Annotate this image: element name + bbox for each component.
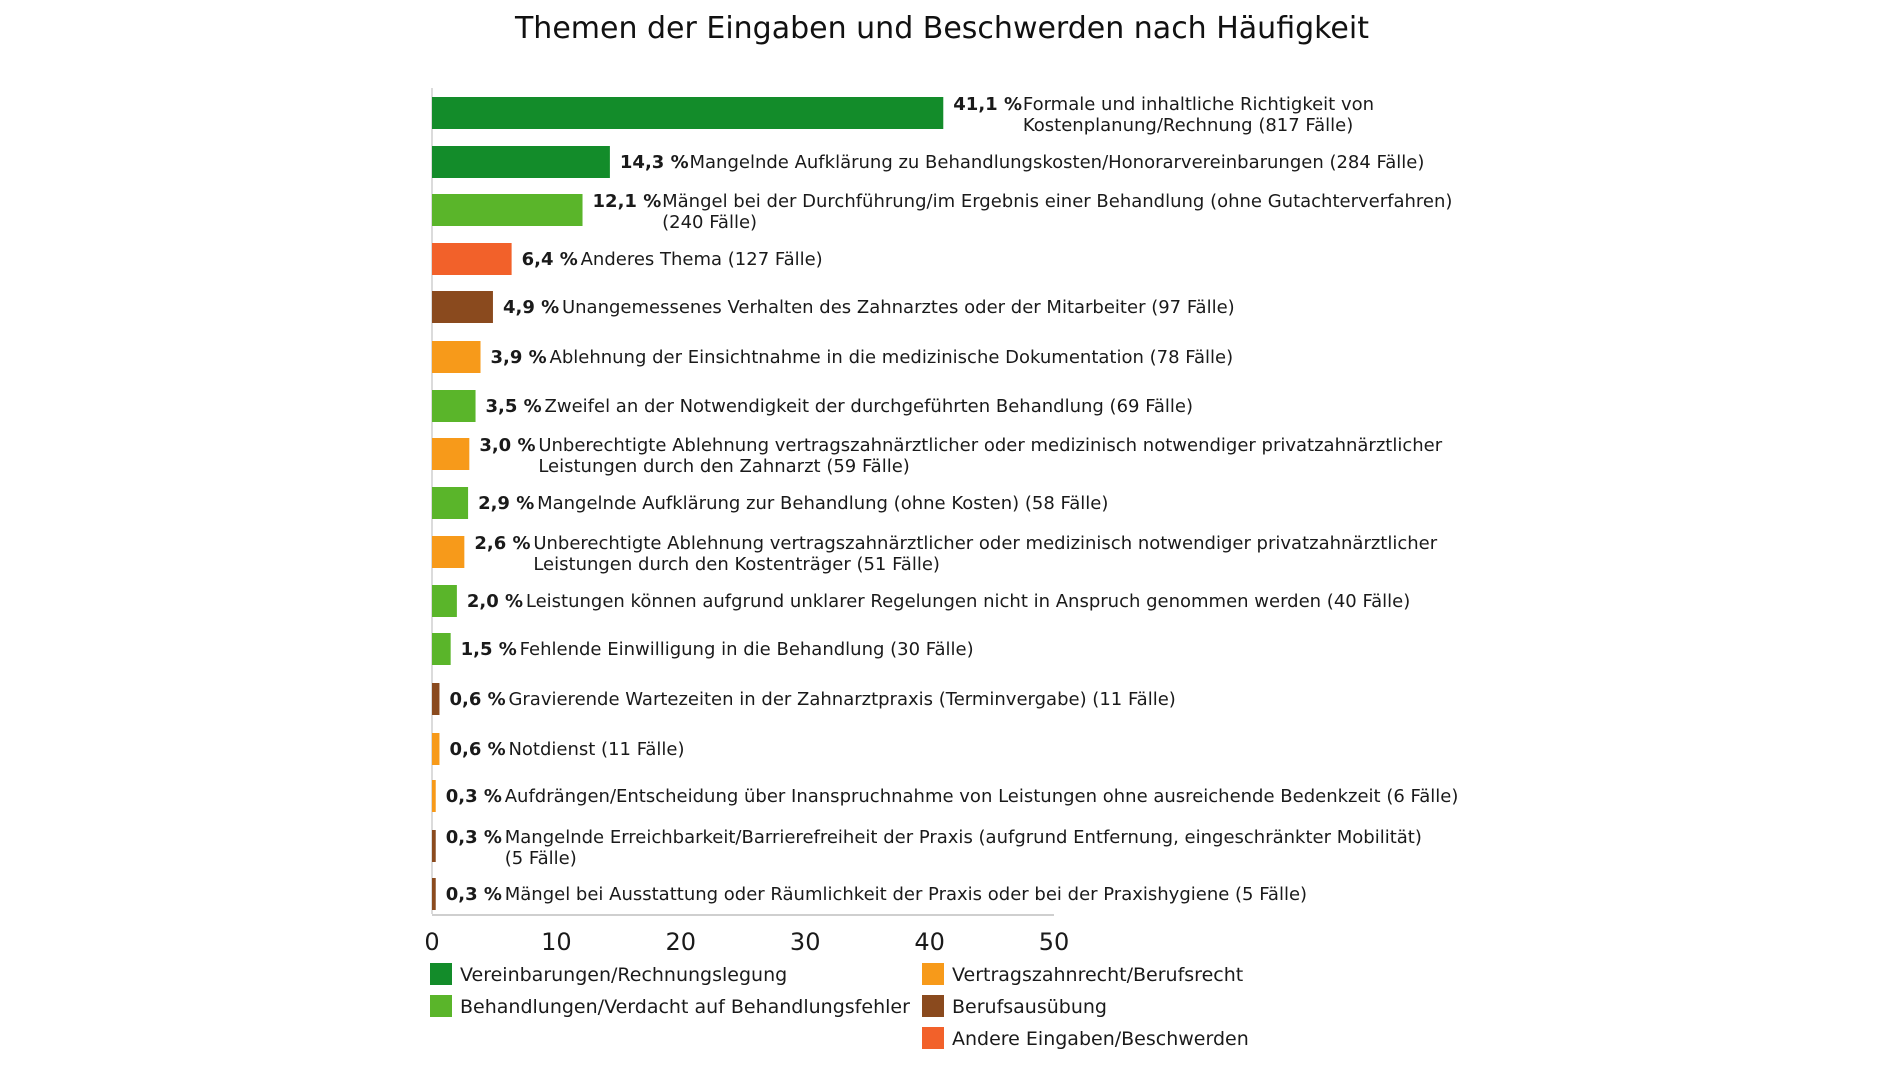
legend-swatch [430,995,452,1017]
x-tick-label: 10 [541,928,572,956]
bar-value-label: 0,3 % [445,786,502,807]
bar-label: Leistungen durch den Zahnarzt (59 Fälle) [538,456,910,477]
legend-item [922,1027,1249,1050]
legend-swatch [922,963,944,985]
bar [432,780,436,812]
bar [432,733,439,765]
legend-item [430,995,910,1018]
bar-label: (5 Fälle) [504,848,577,869]
bar-label: Unberechtigte Ablehnung vertragszahnärztlicher oder medizinisch notwendiger privatzahnärztlicher [538,435,1443,456]
legend-swatch [430,963,452,985]
bar [432,633,451,665]
bar-label: Notdienst (11 Fälle) [508,739,685,760]
x-tick-label: 50 [1038,928,1070,956]
bar-label: Unangemessenes Verhalten des Zahnarztes oder der Mitarbeiter (97 Fälle) [561,297,1235,318]
legend-label: Vereinbarungen/Rechnungslegung [460,964,788,986]
bar-label: Mangelnde Aufklärung zu Behandlungskosten/Honorarvereinbarungen (284 Fälle) [689,152,1425,173]
bar-label: (240 Fälle) [662,212,758,233]
bar-label: Ablehnung der Einsichtnahme in die medizinische Dokumentation (78 Fälle) [549,347,1234,368]
bar-value-label: 2,0 % [466,591,524,612]
bar [432,243,512,275]
legend-label: Berufsausübung [952,996,1107,1018]
bar [432,341,481,373]
bar-value-label: 41,1 % [953,94,1023,115]
bar-value-label: 2,9 % [478,493,535,514]
bar [432,683,439,715]
bar [432,146,610,178]
bar-value-label: 2,6 % [474,533,531,554]
x-tick-label: 0 [424,928,440,956]
bar-label: Leistungen durch den Kostenträger (51 Fälle) [533,554,940,575]
bar [432,878,436,910]
bar-label: Anderes Thema (127 Fälle) [580,249,823,270]
bar-value-label: 0,3 % [445,827,502,848]
bar-label: Aufdrängen/Entscheidung über Inanspruchnahme von Leistungen ohne ausreichende Bedenkzeit (6 Fälle) [504,786,1459,807]
legend-label: Andere Eingaben/Beschwerden [952,1028,1249,1050]
legend-item [922,963,1243,986]
bar-label: Fehlende Einwilligung in die Behandlung (30 Fälle) [519,639,974,660]
bar-value-label: 1,5 % [460,639,517,660]
bar-label: Mangelnde Aufklärung zur Behandlung (ohne Kosten) (58 Fälle) [537,493,1109,514]
x-axis [424,915,1069,956]
bar [432,585,457,617]
bar [432,97,943,129]
bar-label: Formale und inhaltliche Richtigkeit von [1022,94,1375,115]
bar [432,830,436,862]
legend [430,963,1249,1050]
x-tick-label: 40 [914,928,945,956]
bar-value-label: 12,1 % [592,191,662,212]
legend-item [922,995,1107,1018]
bar-label: Mängel bei der Durchführung/im Ergebnis einer Behandlung (ohne Gutachterverfahren) [662,191,1453,212]
bar-value-label: 14,3 % [619,152,689,173]
bar-label: Leistungen können aufgrund unklarer Regelungen nicht in Anspruch genommen werden (40 Fälle) [525,591,1411,612]
bar-value-label: 0,6 % [449,689,506,710]
bar-label: Zweifel an der Notwendigkeit der durchgeführten Behandlung (69 Fälle) [544,396,1194,417]
bar-value-label: 4,9 % [502,297,560,318]
legend-item [430,963,787,986]
bar-value-label: 0,6 % [449,739,506,760]
x-tick-label: 20 [665,928,697,956]
bar-value-label: 3,0 % [479,435,536,456]
chart-title: Themen der Eingaben und Beschwerden nach Häufigkeit [514,11,1370,46]
bar-label: Kostenplanung/Rechnung (817 Fälle) [1022,115,1354,136]
bar-label: Mangelnde Erreichbarkeit/Barrierefreiheit der Praxis (aufgrund Entfernung, eingeschränkter Mobilität) [504,827,1422,848]
legend-label: Behandlungen/Verdacht auf Behandlungsfehler [460,996,910,1018]
legend-label: Vertragszahnrecht/Berufsrecht [952,964,1244,986]
bar [432,438,469,470]
legend-swatch [922,995,944,1017]
bar [432,194,583,226]
bar-label: Mängel bei Ausstattung oder Räumlichkeit der Praxis oder bei der Praxishygiene (5 Fälle) [504,884,1308,905]
bar-label: Gravierende Wartezeiten in der Zahnarztpraxis (Terminvergabe) (11 Fälle) [508,689,1176,710]
bar-value-label: 3,5 % [485,396,542,417]
legend-swatch [922,1027,944,1049]
bar [432,390,476,422]
bar [432,487,468,519]
bar-value-label: 3,9 % [490,347,547,368]
bar-value-label: 0,3 % [445,884,502,905]
bar-label: Unberechtigte Ablehnung vertragszahnärztlicher oder medizinisch notwendiger privatzahnärztlicher [533,533,1438,554]
bar-value-label: 6,4 % [521,249,578,270]
x-tick-label: 30 [789,928,821,956]
plot-area [432,88,1458,914]
bar [432,536,464,568]
bar [432,291,493,323]
